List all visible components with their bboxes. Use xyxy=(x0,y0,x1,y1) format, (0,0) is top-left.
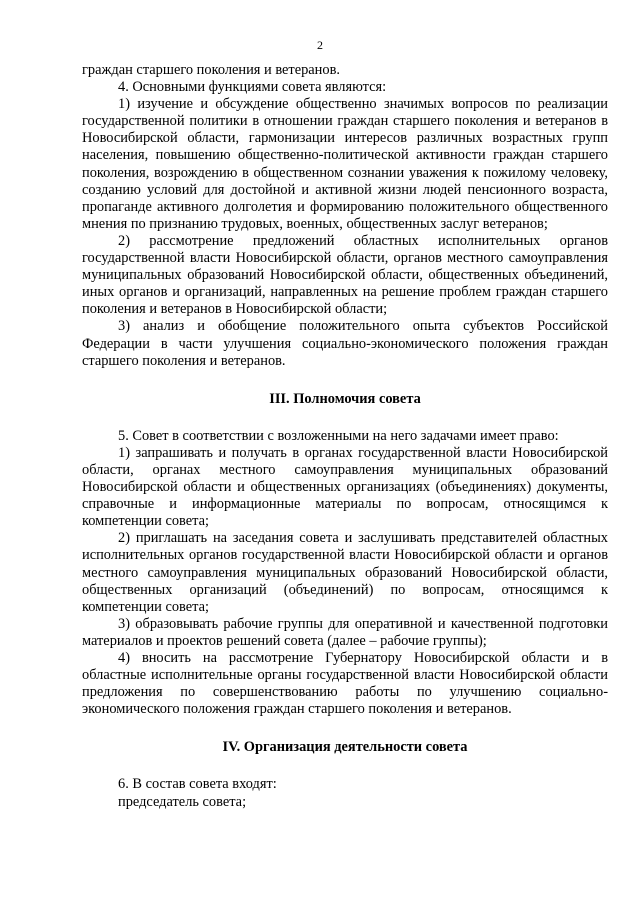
document-body xyxy=(82,62,608,811)
section-heading: III. Полномочия совета xyxy=(269,390,421,407)
paragraph: 4. Основными функциями совета являются: xyxy=(118,79,387,96)
paragraph: 4) вносить на рассмотрение Губернатору Новосибирской области и в областные исполнительные органы государственной власти Новосибирской области предложения по совершенствованию работы по улучшению социально-экономического положения граждан старшего поколения и ветеранов. xyxy=(82,650,608,718)
paragraph: 6. В состав совета входят: xyxy=(118,776,277,793)
paragraph: 1) запрашивать и получать в органах государственной власти Новосибирской области, органах местного самоуправления муниципальных образований Новосибирской области и общественных организациях (объединениях) документы, справочные и информационные материалы по вопросам, относящимся к компетенции совета; xyxy=(82,444,608,530)
page-number: 2 xyxy=(317,38,323,52)
paragraph: 5. Совет в соответствии с возложенными на него задачами имеет право: xyxy=(118,427,559,444)
paragraph: 2) приглашать на заседания совета и заслушивать представителей областных исполнительных органов государственной власти Новосибирской области и органов местного самоуправления муниципальных образований Новосибирской области, общественных организаций (объединений) по вопросам, относящимся к компетенции совета; xyxy=(82,530,608,615)
paragraph: 1) изучение и обсуждение общественно значимых вопросов по реализации государственной политики в отношении граждан старшего поколения и ветеранов в Новосибирской области, гармонизации интересов различных возрастных групп населения, повышению общественно-политической активности граждан старшего поколения, возрождению в общественном сознании уважения к пожилому человеку, созданию условий для достойной и активной жизни людей пенсионного возраста, пропаганде активного долголетия и формированию положительного общественного мнения по признанию трудовых, военных, общественных заслуг ветеранов; xyxy=(82,96,608,232)
paragraph: граждан старшего поколения и ветеранов. xyxy=(82,62,340,78)
paragraph: 3) образовывать рабочие группы для оперативной и качественной подготовки материалов и проектов решений совета (далее – рабочие группы); xyxy=(82,615,608,649)
section-heading: IV. Организация деятельности совета xyxy=(222,739,468,756)
paragraph: председатель совета; xyxy=(118,793,247,810)
paragraph: 2) рассмотрение предложений областных исполнительных органов государственной власти Новосибирской области, органов местного самоуправления муниципальных образований Новосибирской области, общественных объединений, иных органов и организаций, направленных на решение проблем граждан старшего поколения и ветеранов в Новосибирской области; xyxy=(82,232,608,318)
paragraph: 3) анализ и обобщение положительного опыта субъектов Российской Федерации в части улучшения социально-экономического положения граждан старшего поколения и ветеранов. xyxy=(82,318,608,369)
